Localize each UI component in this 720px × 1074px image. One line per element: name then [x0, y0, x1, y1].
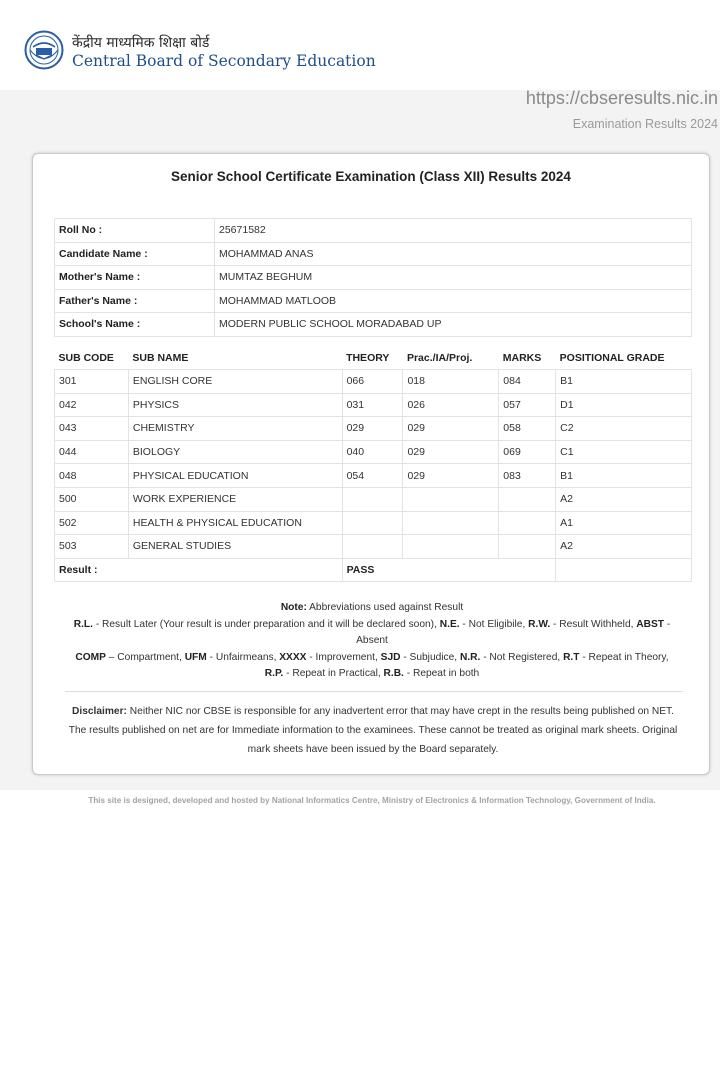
- table-row: [55, 417, 692, 441]
- disclaimer-text: Neither NIC nor CBSE is responsible for any inadvertent error that may have crept in the results being published on NET. The results published on net are for Immediate information to the examinees. These cannot be treated as original mark sheets. Original mark sheets have been issued by the Board separately.: [68, 706, 678, 755]
- abbr-sjd: SJD: [380, 651, 401, 663]
- abbr-xxxx-text: - Improvement,: [309, 651, 378, 663]
- result-card: [32, 153, 710, 775]
- positional-grade: A1: [556, 511, 692, 535]
- col-header-sub-name: SUB NAME: [128, 346, 342, 370]
- site-url[interactable]: https://cbseresults.nic.in: [525, 88, 718, 108]
- prac-marks: 029: [403, 417, 499, 441]
- sub-name: BIOLOGY: [128, 440, 342, 464]
- sub-name: WORK EXPERIENCE: [128, 487, 342, 511]
- info-label: Mother's Name :: [55, 266, 215, 290]
- col-header-marks: MARKS: [499, 346, 556, 370]
- candidate-info-table: [54, 218, 692, 337]
- theory-marks: [342, 535, 403, 559]
- sub-code: 301: [55, 370, 129, 394]
- info-value: 25671582: [215, 219, 692, 243]
- total-marks: [499, 511, 556, 535]
- theory-marks: 066: [342, 370, 403, 394]
- table-row: [55, 511, 692, 535]
- abbr-xxxx: XXXX: [279, 651, 307, 663]
- prac-marks: 018: [403, 370, 499, 394]
- positional-grade: B1: [556, 464, 692, 488]
- abbr-rb-text: - Repeat in both: [406, 668, 480, 679]
- result-empty-cell: [556, 558, 692, 582]
- info-row-mother: [55, 266, 692, 290]
- abbr-abst-text: - Absent: [356, 618, 671, 646]
- abbr-rp-text: - Repeat in Practical,: [286, 668, 381, 679]
- abbr-sjd-text: - Subjudice,: [403, 651, 458, 663]
- table-row: [55, 440, 692, 464]
- disclaimer: [63, 703, 683, 759]
- col-header-sub-code: SUB CODE: [55, 346, 129, 370]
- info-row-candidate: [55, 242, 692, 266]
- table-row: [55, 464, 692, 488]
- abbrev-line-1: [73, 617, 671, 650]
- note-label: Note:: [280, 602, 307, 613]
- result-label: Result :: [55, 558, 343, 582]
- site-subtitle: Examination Results 2024: [572, 117, 718, 131]
- positional-grade: A2: [556, 535, 692, 559]
- sub-code: 502: [55, 511, 129, 535]
- brand-name-english: Central Board of Secondary Education: [72, 52, 376, 70]
- info-label: School's Name :: [55, 313, 215, 337]
- col-header-theory: THEORY: [342, 346, 403, 370]
- abbrev-line-2: [73, 650, 671, 683]
- result-row: [55, 558, 692, 582]
- positional-grade: C2: [556, 417, 692, 441]
- total-marks: 083: [499, 464, 556, 488]
- abbr-ne: N.E.: [439, 618, 460, 630]
- info-label: Roll No :: [55, 219, 215, 243]
- info-value: MOHAMMAD MATLOOB: [215, 289, 692, 313]
- prac-marks: [403, 535, 499, 559]
- table-row: [55, 393, 692, 417]
- note-line: [73, 600, 671, 617]
- prac-marks: 026: [403, 393, 499, 417]
- abbr-rp: R.P.: [264, 668, 284, 679]
- info-value: MOHAMMAD ANAS: [215, 242, 692, 266]
- abbr-rw: R.W.: [528, 618, 551, 630]
- col-header-grade: POSITIONAL GRADE: [556, 346, 692, 370]
- info-row-father: [55, 289, 692, 313]
- prac-marks: [403, 487, 499, 511]
- abbr-rw-text: - Result Withheld,: [553, 618, 634, 630]
- abbr-nr: N.R.: [459, 651, 481, 663]
- abbr-rt-text: - Repeat in Theory,: [582, 651, 669, 663]
- sub-name: CHEMISTRY: [128, 417, 342, 441]
- positional-grade: C1: [556, 440, 692, 464]
- sub-code: 500: [55, 487, 129, 511]
- sub-code: 044: [55, 440, 129, 464]
- abbr-ufm-text: - Unfairmeans,: [209, 651, 277, 663]
- prac-marks: 029: [403, 440, 499, 464]
- sub-name: PHYSICAL EDUCATION: [128, 464, 342, 488]
- note-text: Abbreviations used against Result: [309, 602, 464, 613]
- theory-marks: 031: [342, 393, 403, 417]
- total-marks: 084: [499, 370, 556, 394]
- prac-marks: 029: [403, 464, 499, 488]
- theory-marks: 029: [342, 417, 403, 441]
- result-value: PASS: [342, 558, 556, 582]
- sub-name: ENGLISH CORE: [128, 370, 342, 394]
- info-value: MODERN PUBLIC SCHOOL MORADABAD UP: [215, 313, 692, 337]
- prac-marks: [403, 511, 499, 535]
- sub-name: PHYSICS: [128, 393, 342, 417]
- sub-name: HEALTH & PHYSICAL EDUCATION: [128, 511, 342, 535]
- info-row-school: [55, 313, 692, 337]
- positional-grade: A2: [556, 487, 692, 511]
- site-footer: This site is designed, developed and hosted by National Informatics Centre, Ministry of Electronics & Information Technology, Government of India.: [88, 796, 656, 805]
- info-row-roll: [55, 219, 692, 243]
- table-row: [55, 370, 692, 394]
- total-marks: 058: [499, 417, 556, 441]
- abbr-ufm: UFM: [184, 651, 207, 663]
- table-row: [55, 535, 692, 559]
- positional-grade: D1: [556, 393, 692, 417]
- result-title: Senior School Certificate Examination (Class XII) Results 2024: [171, 169, 571, 184]
- theory-marks: [342, 511, 403, 535]
- abbr-ne-text: - Not Eligibile,: [462, 618, 526, 630]
- cbse-emblem-icon: [24, 30, 64, 70]
- marks-header-row: [55, 346, 692, 370]
- total-marks: [499, 535, 556, 559]
- col-header-prac: Prac./IA/Proj.: [403, 346, 499, 370]
- sub-code: 042: [55, 393, 129, 417]
- info-value: MUMTAZ BEGHUM: [215, 266, 692, 290]
- abbr-abst: ABST: [636, 618, 665, 630]
- sub-code: 503: [55, 535, 129, 559]
- sub-code: 043: [55, 417, 129, 441]
- total-marks: [499, 487, 556, 511]
- abbr-comp: COMP: [75, 651, 106, 663]
- positional-grade: B1: [556, 370, 692, 394]
- sub-code: 048: [55, 464, 129, 488]
- site-header: [0, 0, 720, 90]
- brand-name-hindi: केंद्रीय माध्यमिक शिक्षा बोर्ड: [72, 35, 210, 51]
- total-marks: 069: [499, 440, 556, 464]
- divider: [65, 691, 683, 692]
- info-label: Father's Name :: [55, 289, 215, 313]
- theory-marks: 040: [342, 440, 403, 464]
- abbreviation-notes: [73, 600, 671, 683]
- marks-table: [54, 346, 692, 582]
- abbr-rt: R.T: [563, 651, 580, 663]
- sub-name: GENERAL STUDIES: [128, 535, 342, 559]
- info-label: Candidate Name :: [55, 242, 215, 266]
- table-row: [55, 487, 692, 511]
- abbr-rb: R.B.: [383, 668, 404, 679]
- theory-marks: 054: [342, 464, 403, 488]
- theory-marks: [342, 487, 403, 511]
- abbr-rl-text: - Result Later (Your result is under preparation and it will be declared soon),: [95, 618, 437, 630]
- disclaimer-label: Disclaimer:: [72, 706, 127, 717]
- abbr-nr-text: - Not Registered,: [483, 651, 561, 663]
- abbr-rl: R.L.: [73, 618, 93, 630]
- total-marks: 057: [499, 393, 556, 417]
- abbr-comp-text: – Compartment,: [108, 651, 182, 663]
